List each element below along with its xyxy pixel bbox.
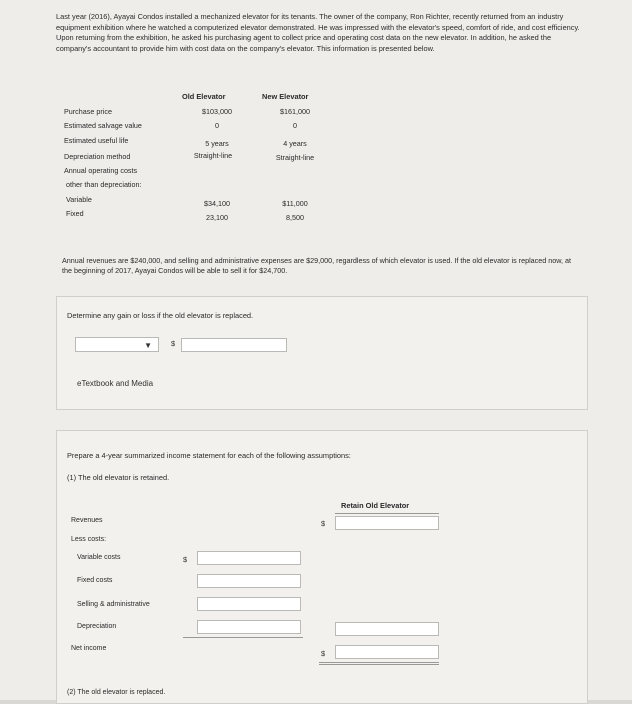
- depreciation-label: Depreciation: [77, 623, 117, 630]
- new-value: 0: [293, 121, 297, 130]
- fixed-costs-input[interactable]: [197, 574, 301, 588]
- etextbook-link[interactable]: eTextbook and Media: [77, 379, 154, 388]
- col-header-new: New Elevator: [262, 92, 309, 101]
- row-label: Estimated salvage value: [64, 121, 142, 130]
- dollar-sign: $: [183, 555, 188, 564]
- old-value: 5 years: [205, 139, 229, 148]
- net-income-double-underline: [319, 662, 439, 663]
- row-label: Depreciation method: [64, 152, 131, 161]
- question-1-prompt: Determine any gain or loss if the old elevator is replaced.: [67, 311, 254, 320]
- revenues-input[interactable]: [335, 516, 439, 530]
- intro-text: Last year (2016), Ayayai Condos installed a mechanized elevator for its tenants. The owner of the company, Ron Richter, recently returned from an industry equipment exhibition where he watched a computerized elevator demonstrated. He was impressed with the elevator's speed, comfort of ride, and cost efficiency. Upon returning from the exhibition, he asked his purchasing agent to collect price and operating cost data on the new elevator. In addition, he asked the company's accountant to provide him with cost data on the company's elevator. This information is presented below.: [56, 12, 580, 53]
- variable-costs-input[interactable]: [197, 551, 301, 565]
- question-2-prompt: Prepare a 4-year summarized income statement for each of the following assumptions:: [67, 451, 351, 460]
- assumption-1-label: (1) The old elevator is retained.: [67, 473, 170, 482]
- dollar-sign: $: [321, 519, 326, 528]
- new-value: Straight-line: [275, 153, 315, 162]
- total-costs-input[interactable]: [335, 622, 439, 636]
- question-1-panel: [56, 296, 588, 410]
- variable-costs-label: Variable costs: [77, 554, 121, 561]
- retain-column-header: Retain Old Elevator: [341, 501, 410, 510]
- old-value: Straight-line: [193, 151, 233, 160]
- chevron-down-icon: ▼: [144, 341, 152, 350]
- row-label: Purchase price: [64, 107, 112, 116]
- old-value: $103,000: [202, 107, 232, 116]
- row-label: other than depreciation:: [66, 180, 142, 189]
- dollar-sign: $: [171, 339, 176, 348]
- row-label: Fixed: [66, 209, 84, 218]
- old-value: 23,100: [206, 213, 228, 222]
- row-label: Estimated useful life: [64, 136, 129, 145]
- row-label: Annual operating costs: [64, 166, 138, 175]
- revenues-label: Revenues: [71, 517, 103, 524]
- selling-admin-input[interactable]: [197, 597, 301, 611]
- old-value: 0: [215, 121, 219, 130]
- new-value: $11,000: [282, 199, 308, 208]
- fixed-costs-label: Fixed costs: [77, 577, 113, 584]
- net-income-double-underline-2: [319, 664, 439, 665]
- question-2-panel: [56, 430, 588, 704]
- selling-admin-label: Selling & administrative: [77, 601, 150, 608]
- net-income-label: Net income: [71, 645, 107, 652]
- gain-loss-select[interactable]: [75, 337, 159, 352]
- new-value: 4 years: [283, 139, 307, 148]
- assumption-2-label: (2) The old elevator is replaced.: [67, 689, 166, 696]
- new-value: $161,000: [280, 107, 310, 116]
- net-income-input[interactable]: [335, 645, 439, 659]
- costs-underline: [183, 637, 303, 638]
- new-value: 8,500: [286, 213, 304, 222]
- revenue-paragraph: Annual revenues are $240,000, and selling and administrative expenses are $29,000, regardless of which elevator is used. If the old elevator is replaced now, at the beginning of 2017, Ayayai Condos will be able to sell it for $24,700.: [62, 256, 572, 275]
- header-underline: [335, 513, 439, 514]
- dollar-sign: $: [321, 649, 326, 658]
- col-header-old: Old Elevator: [182, 92, 226, 101]
- depreciation-input[interactable]: [197, 620, 301, 634]
- old-value: $34,100: [204, 199, 230, 208]
- row-label: Variable: [66, 195, 92, 204]
- gain-loss-amount-input[interactable]: [181, 338, 287, 352]
- less-costs-label: Less costs:: [71, 536, 107, 543]
